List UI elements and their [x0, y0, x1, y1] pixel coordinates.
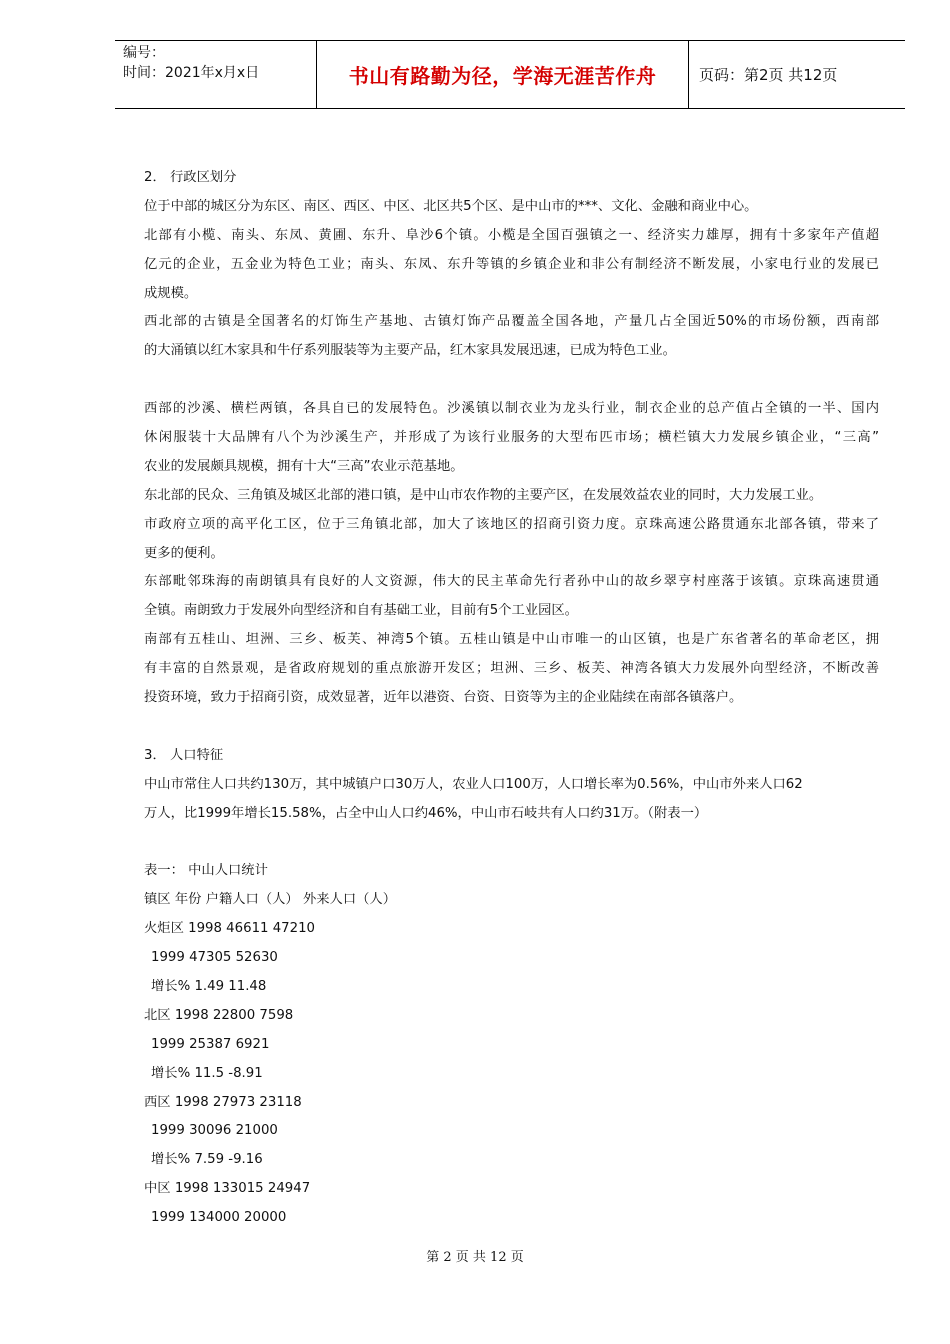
table-row: 增长% 7.59 -9.16	[151, 1152, 263, 1168]
paragraph-line: 中山市常住人口共约130万，其中城镇户口30万人，农业人口100万，人口增长率为0.56%，中山市外来人口62	[144, 776, 803, 792]
table-row: 1999 30096 21000	[151, 1123, 278, 1139]
paragraph-line: 位于中部的城区分为东区、南区、西区、中区、北区共5个区、是中山市的***、文化、金融和商业中心。	[144, 198, 758, 214]
paragraph-line: 万人，比1999年增长15.58%，占全中山人口约46%，中山市石岐共有人口约31万。（附表一）	[144, 805, 708, 821]
header-meta	[115, 41, 316, 108]
header-page-cell	[689, 41, 905, 108]
section-heading: 3． 人口特征	[144, 747, 224, 763]
paragraph-line: 东北部的民众、三角镇及城区北部的港口镇，是中山市农作物的主要产区，在发展效益农业的同时，大力发展工业。	[144, 487, 823, 503]
table-row: 北区 1998 22800 7598	[144, 1007, 294, 1023]
table-title: 表一： 中山人口统计	[144, 863, 268, 879]
paragraph-line: 亿元的企业，五金业为特色工业；南头、东凤、东升等镇的乡镇企业和非公有制经济不断发展，小家电行业的发展已	[144, 256, 879, 272]
paragraph-line: 市政府立项的高平化工区，位于三角镇北部，加大了该地区的招商引资力度。京珠高速公路贯通东北部各镇，带来了	[144, 516, 879, 532]
table-row: 中区 1998 133015 24947	[144, 1181, 311, 1197]
document-number-label: 编号：	[123, 45, 165, 61]
header-motto: 书山有路勤为径，学海无涯苦作舟	[348, 64, 657, 88]
table-row: 1999 25387 6921	[151, 1036, 270, 1052]
paragraph-line: 北部有小榄、南头、东凤、黄圃、东升、阜沙6个镇。小榄是全国百强镇之一、经济实力雄厚，拥有十多家年产值超	[144, 227, 879, 243]
paragraph-line: 全镇。南朗致力于发展外向型经济和自有基础工业，目前有5个工业园区。	[144, 603, 578, 619]
paragraph-line: 的大涌镇以红木家具和牛仔系列服装等为主要产品，红木家具发展迅速，已成为特色工业。	[144, 343, 676, 359]
table-row: 增长% 1.49 11.48	[151, 978, 267, 994]
paragraph-line: 东部毗邻珠海的南朗镇具有良好的人文资源，伟大的民主革命先行者孙中山的故乡翠亨村座落于该镇。京珠高速贯通	[144, 574, 879, 590]
page-footer: 第 2 页 共 12 页	[426, 1250, 524, 1265]
paragraph-line: 有丰富的自然景观，是省政府规划的重点旅游开发区；坦洲、三乡、板芙、神湾各镇大力发展外向型经济，不断改善	[144, 661, 879, 677]
table-row: 火炬区 1998 46611 47210	[144, 921, 316, 937]
document-body	[144, 164, 879, 1233]
header-motto-cell	[316, 41, 689, 108]
header-page-label: 页码：第2页 共12页	[699, 66, 838, 84]
table-row: 1999 134000 20000	[151, 1210, 287, 1226]
paragraph-line: 农业的发展颇具规模，拥有十大“三高”农业示范基地。	[144, 458, 464, 474]
paragraph-line: 南部有五桂山、坦洲、三乡、板芙、神湾5个镇。五桂山镇是中山市唯一的山区镇，也是广东省著名的革命老区，拥	[144, 632, 879, 648]
paragraph-line: 休闲服装十大品牌有八个为沙溪生产，并形成了为该行业服务的大型布匹市场；横栏镇大力发展乡镇企业，“三高”	[144, 430, 879, 446]
paragraph-line: 更多的便利。	[144, 545, 224, 561]
section-heading: 2． 行政区划分	[144, 170, 237, 185]
table-row: 西区 1998 27973 23118	[144, 1094, 302, 1110]
table-row: 1999 47305 52630	[151, 950, 278, 966]
page-header	[115, 40, 905, 109]
table-header: 镇区 年份 户籍人口（人） 外来人口（人）	[144, 892, 397, 908]
paragraph-line: 西部的沙溪、横栏两镇，各具自已的发展特色。沙溪镇以制衣业为龙头行业，制衣企业的总产值占全镇的一半、国内	[144, 401, 879, 417]
document-date-label: 时间：2021年x月x日	[123, 65, 260, 81]
paragraph-line: 投资环境，致力于招商引资，成效显著，近年以港资、台资、日资等为主的企业陆续在南部各镇落户。	[144, 690, 743, 706]
paragraph-line: 成规模。	[144, 285, 198, 301]
table-row: 增长% 11.5 -8.91	[151, 1065, 263, 1081]
paragraph-line: 西北部的古镇是全国著名的灯饰生产基地、古镇灯饰产品覆盖全国各地，产量几占全国近50%的市场份额，西南部	[144, 314, 879, 330]
